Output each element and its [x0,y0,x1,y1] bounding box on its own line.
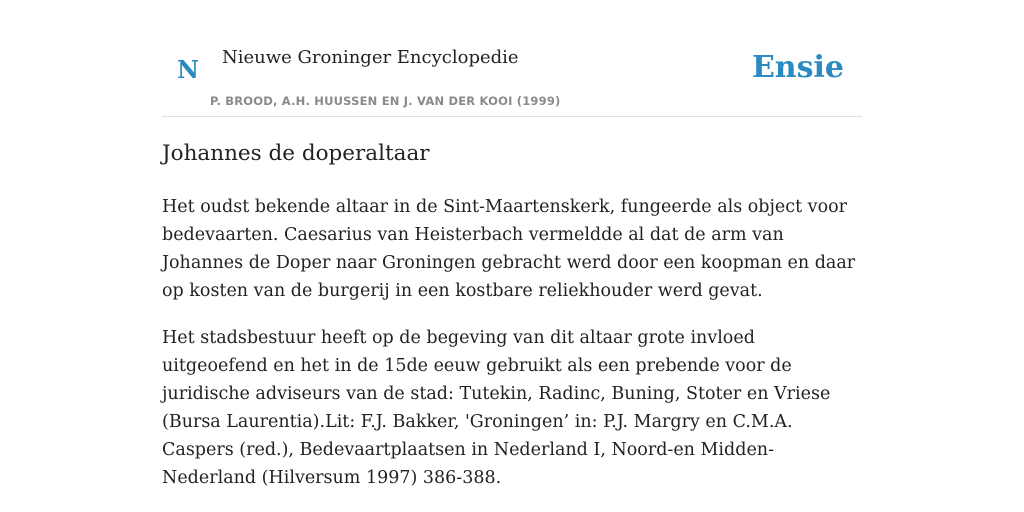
entry-paragraph: Het oudst bekende altaar in de Sint-Maartenskerk, fungeerde als object voor bedevaarten. Caesarius van Heisterbach vermeldde al dat de arm van Johannes de Doper naar Groningen gebracht werd door een koopman en daar op kosten van de burgerij in een kostbare reliekhouder werd gevat. [162,197,856,301]
entry-header [162,0,862,117]
brand-logo[interactable]: Ensie [751,50,844,85]
book-authors: P. BROOD, A.H. HUUSSEN EN J. VAN DER KOOI (1999) [210,94,561,108]
entry-paragraph: Het stadsbestuur heeft op de begeving van dit altaar grote invloed uitgeoefend en het in de 15de eeuw gebruikt als een prebende voor de juridische adviseurs van de stad: Tutekin, Radinc, Buning, Stoter en Vriese (Bursa Laurentia).Lit: F.J. Bakker, 'Groningen’ in: P.J. Margry en C.M.A. Caspers (red.), Bedevaartplaatsen in Nederland I, Noord-en Midden-Nederland (Hilversum 1997) 386-388. [162,328,831,488]
entry-title: Johannes de doperaltaar [162,141,430,166]
book-logo-letter[interactable]: N [177,55,199,84]
book-title-link[interactable]: Nieuwe Groninger Encyclopedie [222,47,519,68]
entry-content [162,136,862,492]
